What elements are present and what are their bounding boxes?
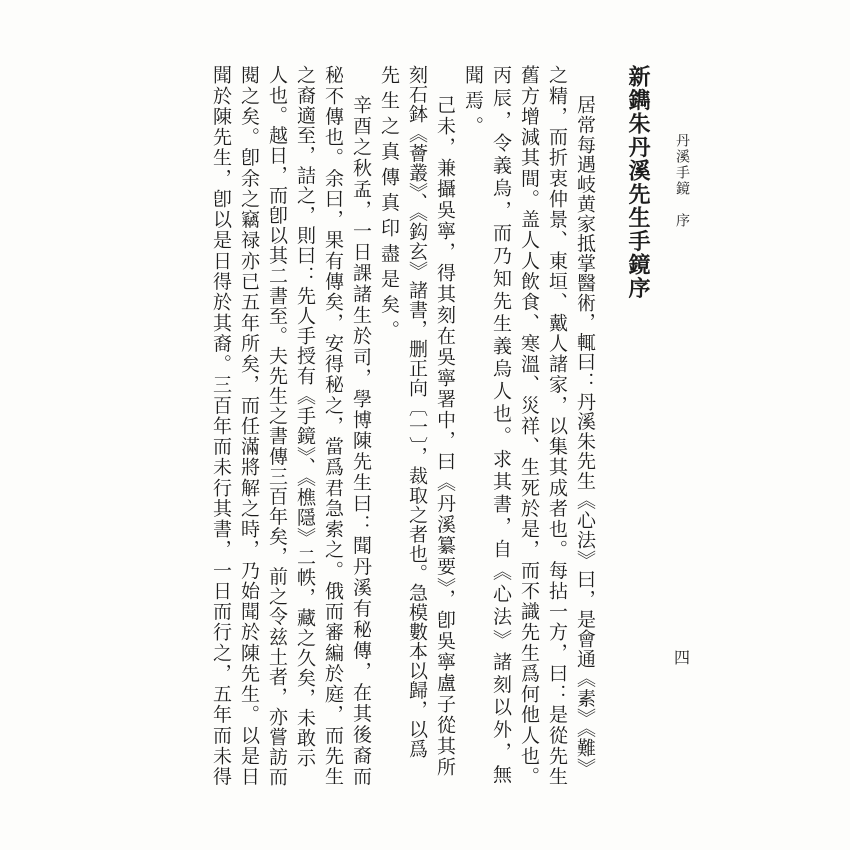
text-column: 先生之真傳真印盡是矣。: [378, 65, 400, 346]
text-column: 聞於陳先生，卽以是日得於其裔。三百年而未行其書，一日而行之，五年而未得: [210, 65, 232, 787]
running-head: 丹溪手鏡 序: [674, 133, 690, 229]
text-column: 己未，兼攝吳寧，得其刻在吳寧署中，曰《丹溪纂要》，卽吳寧盧子從其所: [434, 95, 456, 778]
text-column: 舊方增減其間。盖人人飲食、寒溫、災祥、生死於是，而不識先生爲何他人也。: [518, 65, 540, 787]
text-column: 居常每遇岐黄家抵掌醫術，輒曰：丹溪朱先生《心法》曰，是會通《素》《難》: [574, 95, 596, 778]
text-column: 聞焉。: [462, 65, 484, 142]
text-column: 辛酉之秋孟，一日課諸生於司，學博陳先生曰：聞丹溪有秘傳，在其後裔而: [350, 95, 372, 787]
text-column: 秘不傳也。余曰，果有傳矣，安得秘之，當爲君急索之。俄而審編於庭，而先生: [322, 65, 344, 787]
text-column: 人也。越日，而卽以其二書至。夫先生之書傳三百年矣，前之令兹土者，亦嘗訪而: [266, 65, 288, 787]
text-column: 之精，而折衷仲景、東垣、戴人諸家，以集其成者也。每拈一方，曰：是從先生: [546, 65, 568, 787]
text-column: 刻石鉢《薈叢》、《鈎玄》諸書，删正向〔一〕，裁取之者也。急模數本以歸，以爲: [406, 65, 428, 759]
text-column: 之裔適至，詰之，則曰：先人手授有《手鏡》、《樵隱》二帙，藏之久矣，未敢示: [294, 65, 316, 768]
text-column: 丙辰，令義烏，而乃知先生義烏人也。求其書，自《心法》諸刻以外，無: [490, 65, 512, 787]
text-column: 閱之矣。卽余之竊禄亦已五年所矣，而任滿將解之時，乃始聞於陳先生。以是日: [238, 65, 260, 787]
page-number: 四: [674, 648, 691, 667]
chapter-title: 新鐫朱丹溪先生手鏡序: [625, 65, 651, 300]
text-block: [207, 65, 655, 789]
